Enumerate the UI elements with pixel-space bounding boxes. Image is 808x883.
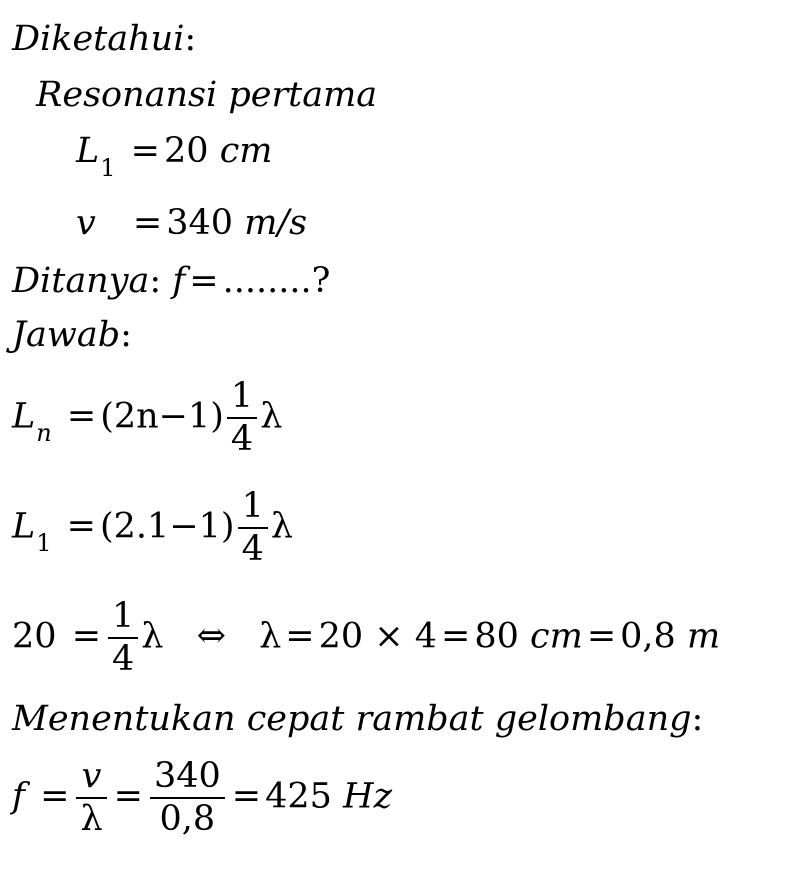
fraction-denominator: λ bbox=[80, 798, 103, 839]
fraction-numerator: 1 bbox=[238, 488, 268, 529]
frequency-result: 425 bbox=[265, 776, 332, 817]
wavelength-result-cm: 80 bbox=[474, 616, 519, 657]
l1-variable: L bbox=[12, 506, 36, 547]
v-unit: m/s bbox=[244, 203, 308, 243]
equals-sign: = bbox=[113, 776, 143, 817]
equals-sign: = bbox=[66, 506, 96, 547]
fraction-v-over-lambda bbox=[76, 758, 106, 838]
l1-unit: cm bbox=[219, 131, 273, 171]
l1-subscript: 1 bbox=[36, 529, 52, 558]
speed-heading-text: Menentukan cepat rambat gelombang bbox=[12, 699, 692, 739]
fraction-denominator: 4 bbox=[241, 528, 264, 569]
ln-parenthesis: (2n−1) bbox=[100, 396, 224, 437]
equals-sign: = bbox=[441, 616, 471, 657]
substitution-parenthesis: (2.1−1) bbox=[100, 506, 235, 547]
ln-variable: L bbox=[12, 396, 36, 437]
fraction-numerator: v bbox=[76, 758, 106, 799]
equals-sign: = bbox=[285, 616, 315, 657]
l1-variable: L bbox=[76, 131, 100, 171]
known-heading-colon: : bbox=[184, 19, 197, 59]
known-velocity-row bbox=[76, 203, 308, 243]
equals-sign: = bbox=[586, 616, 617, 657]
answer-label: Jawab bbox=[12, 315, 121, 355]
fraction-denominator: 4 bbox=[230, 418, 254, 459]
asked-label: Ditanya bbox=[12, 261, 150, 301]
fraction-denominator: 0,8 bbox=[159, 798, 216, 839]
wavelength-result-m: 0,8 bbox=[620, 616, 676, 657]
l1-value: 20 bbox=[164, 131, 209, 171]
fraction-denominator: 4 bbox=[112, 638, 135, 679]
iff-symbol: ⇔ bbox=[196, 616, 226, 657]
fraction-numerator: 1 bbox=[108, 598, 138, 639]
unit-m: m bbox=[686, 616, 721, 657]
answer-colon: : bbox=[120, 315, 132, 355]
fraction-one-quarter bbox=[108, 598, 138, 678]
speed-heading-colon: : bbox=[691, 699, 704, 739]
unit-hz: Hz bbox=[343, 776, 393, 817]
known-subheading: Resonansi pertama bbox=[36, 75, 378, 115]
equals-sign: = bbox=[132, 203, 163, 243]
lambda-symbol: λ bbox=[270, 506, 294, 547]
v-variable: v bbox=[76, 203, 96, 243]
fraction-one-quarter bbox=[227, 378, 257, 458]
wavelength-row bbox=[12, 598, 720, 678]
substitution-row bbox=[12, 488, 293, 568]
asked-dots: ........? bbox=[222, 261, 331, 301]
v-value: 340 bbox=[166, 203, 234, 243]
fraction-numerator: 340 bbox=[150, 758, 225, 799]
fraction-340-over-0-8 bbox=[150, 758, 225, 838]
lambda-symbol: λ bbox=[260, 396, 283, 437]
l1-subscript: 1 bbox=[100, 154, 116, 182]
wavelength-lhs: 20 bbox=[12, 616, 57, 657]
wavelength-product: 20 × 4 bbox=[318, 616, 437, 657]
equals-sign: = bbox=[130, 131, 160, 171]
answer-heading bbox=[12, 315, 132, 355]
known-heading-text: Diketahui bbox=[12, 19, 185, 59]
equals-sign: = bbox=[189, 261, 219, 301]
asked-variable: f bbox=[172, 261, 186, 301]
lambda-symbol: λ bbox=[141, 616, 164, 657]
frequency-row bbox=[12, 758, 392, 838]
fraction-numerator: 1 bbox=[227, 378, 257, 419]
f-variable: f bbox=[12, 776, 25, 817]
asked-row bbox=[12, 261, 331, 301]
equals-sign: = bbox=[40, 776, 70, 817]
equals-sign: = bbox=[66, 396, 97, 437]
general-formula-row bbox=[12, 378, 282, 458]
speed-heading bbox=[12, 699, 704, 739]
fraction-one-quarter bbox=[238, 488, 268, 568]
lambda-symbol: λ bbox=[259, 616, 282, 657]
known-length-row bbox=[76, 131, 273, 182]
equals-sign: = bbox=[71, 616, 102, 657]
unit-cm: cm bbox=[530, 616, 583, 657]
known-heading bbox=[12, 19, 197, 59]
ln-subscript: n bbox=[36, 419, 52, 448]
asked-colon: : bbox=[149, 261, 162, 301]
equals-sign: = bbox=[231, 776, 262, 817]
